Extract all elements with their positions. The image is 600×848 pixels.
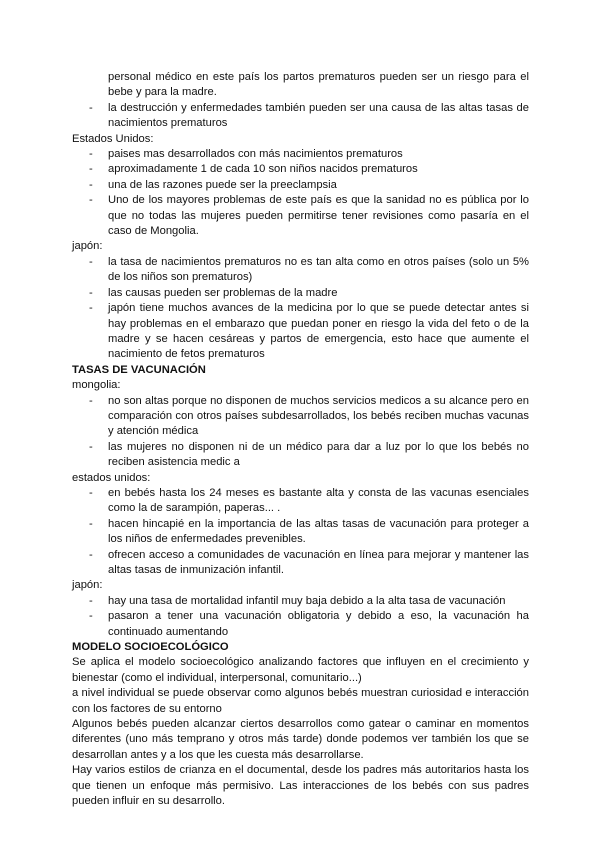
list-item: - las mujeres no disponen ni de un médico para dar a luz por lo que los bebés no reciben asistencia medic a: [72, 440, 529, 471]
vac-japan-label: japón:: [72, 579, 103, 592]
paragraph: Algunos bebés pueden alcanzar ciertos desarrollos como gatear o caminar en momentos diferentes (uno más temprano y otros más tarde) donde podemos ver también los que se desarrollan antes y a los que les cuesta más desarrollarse.: [72, 718, 529, 761]
mongolia-birth-list: [72, 101, 529, 132]
list-item: - en bebés hasta los 24 meses es bastante alta y consta de las vacunas esenciales como la de sarampión, paperas... .: [72, 486, 529, 517]
socioecological-heading: MODELO SOCIOECOLÓGICO: [72, 641, 229, 654]
vaccination-heading: TASAS DE VACUNACIÓN: [72, 363, 206, 376]
list-item: - la tasa de nacimientos prematuros no es tan alta como en otros países (solo un 5% de los niños son prematuros): [72, 255, 529, 286]
continuation-text: personal médico en este país los partos prematuros pueden ser un riesgo para el bebe y para la madre.: [108, 71, 529, 99]
list-item: - ofrecen acceso a comunidades de vacunación en línea para mejorar y mantener las altas tasas de inmunización infantil.: [72, 548, 529, 579]
japan-label: japón:: [72, 240, 103, 253]
vac-usa-list: [72, 486, 529, 578]
list-item: - no son altas porque no disponen de muchos servicios medicos a su alcance pero en comparación con otros países subdesarrollados, los bebés reciben muchas vacunas y atención médica: [72, 394, 529, 440]
paragraph: Se aplica el modelo socioecológico analizando factores que influyen en el crecimiento y bienestar (como el individual, interpersonal, comunitario...): [72, 656, 529, 684]
list-item: - hacen hincapié en la importancia de las altas tasas de vacunación para proteger a los niños de enfermedades prevenibles.: [72, 517, 529, 548]
list-item: - aproximadamente 1 de cada 10 son niños nacidos prematuros: [72, 162, 529, 177]
japan-birth-list: [72, 255, 529, 363]
usa-label: Estados Unidos:: [72, 132, 154, 145]
vac-mongolia-list: [72, 394, 529, 471]
vac-usa-label: estados unidos:: [72, 471, 151, 484]
list-item: - las causas pueden ser problemas de la madre: [72, 286, 529, 301]
paragraph: Hay varios estilos de crianza en el documental, desde los padres más autoritarios hasta los que tienen un enfoque más permisivo. Las interacciones de los bebés con sus padres pueden influir en su desarrollo.: [72, 764, 529, 808]
list-item: - una de las razones puede ser la preeclampsia: [72, 178, 529, 193]
list-item: - paises mas desarrollados con más nacimientos prematuros: [72, 147, 529, 162]
usa-birth-list: [72, 147, 529, 239]
vac-japan-list: [72, 594, 529, 640]
vac-mongolia-label: mongolia:: [72, 379, 121, 392]
paragraph: a nivel individual se puede observar como algunos bebés muestran curiosidad e interacción con los factores de su entorno: [72, 687, 529, 715]
list-item: - Uno de los mayores problemas de este país es que la sanidad no es pública por lo que no todas las mujeres pueden permitirse tener revisiones como pasaría en el caso de Mongolia.: [72, 193, 529, 239]
list-item: - hay una tasa de mortalidad infantil muy baja debido a la alta tasa de vacunación: [72, 594, 529, 609]
list-item: - la destrucción y enfermedades también pueden ser una causa de las altas tasas de nacimientos prematuros: [72, 101, 529, 132]
list-item: - japón tiene muchos avances de la medicina por lo que se puede detectar antes si hay problemas en el embarazo que puedan poner en riesgo la vida del feto o de la madre y se hacen cesáreas y partos de emergencia, esto hace que aumente el nacimiento de fetos prematuros: [72, 301, 529, 363]
list-item: - pasaron a tener una vacunación obligatoria y debido a eso, la vacunación ha continuado aumentando: [72, 609, 529, 640]
document-page: [72, 70, 529, 810]
